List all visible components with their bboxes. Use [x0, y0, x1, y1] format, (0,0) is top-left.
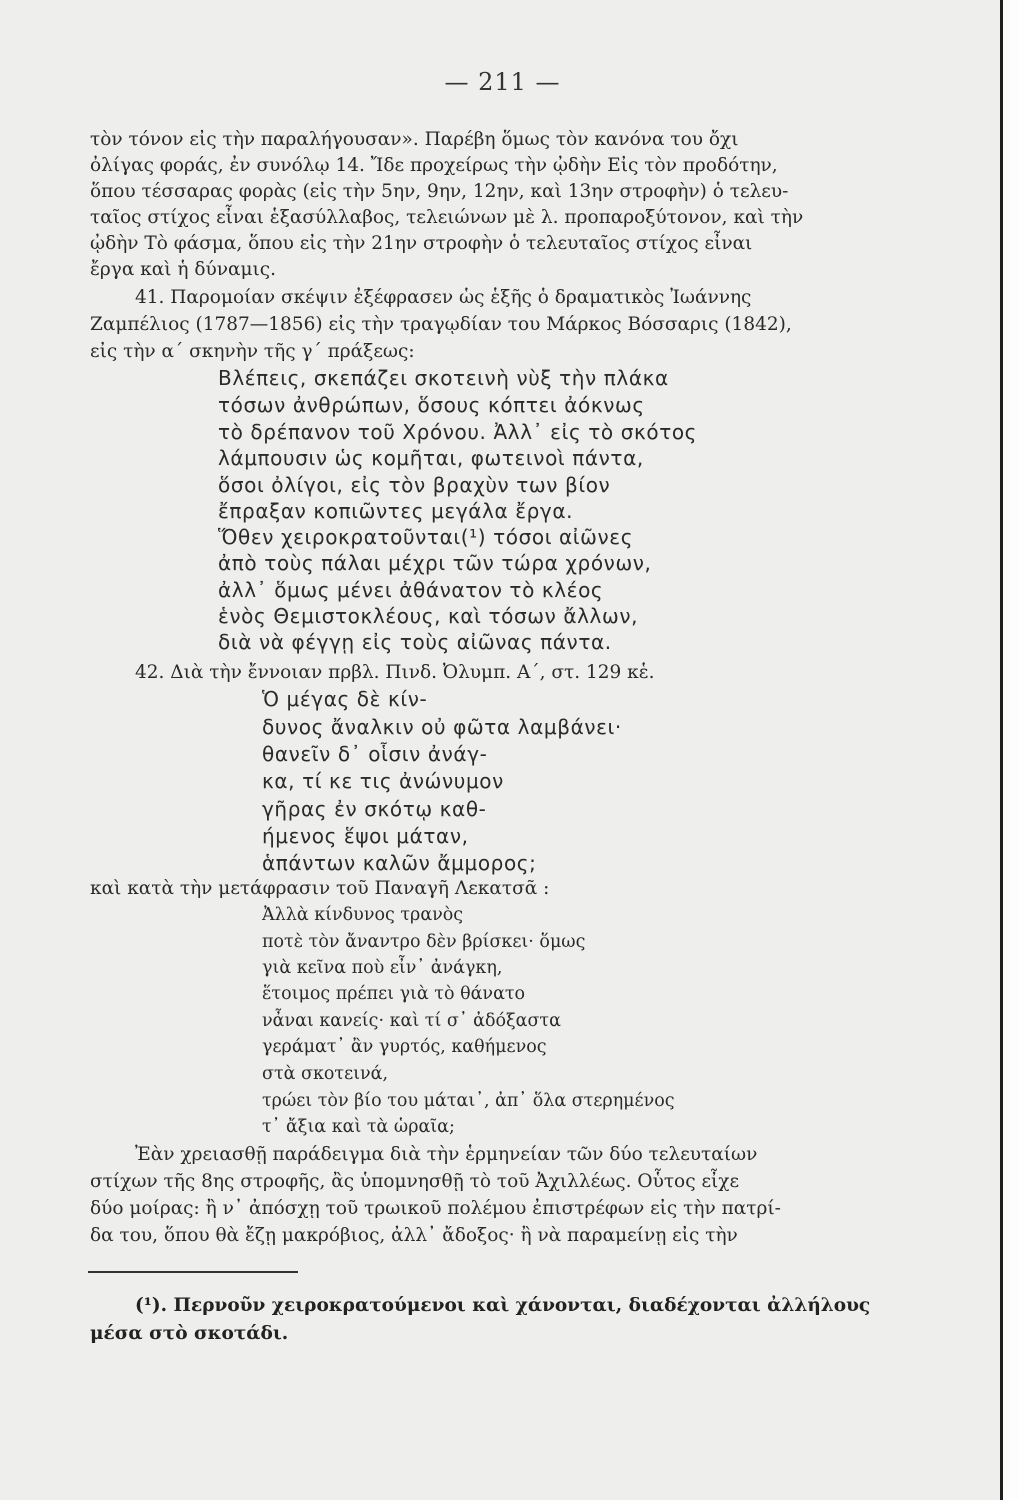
- verse-line: Ὅθεν χειροκρατοῦνται(¹) τόσοι αἰῶνες: [218, 525, 634, 549]
- section-41-heading: 41. Παρομοίαν σκέψιν ἐξέφρασεν ὡς ἑξῆς ὁ δραματικὸς Ἰωάννης: [135, 287, 752, 308]
- verse-line: λάμπουσιν ὡς κομῆται, φωτεινοὶ πάντα,: [218, 446, 644, 470]
- verse-line: ἕτοιμος πρέπει γιὰ τὸ θάνατο: [262, 984, 526, 1004]
- verse-line: ἀλλ᾽ ὅμως μένει ἀθάνατον τὸ κλέος: [218, 578, 604, 602]
- text-line: στίχων τῆς 8ης στροφῆς, ἂς ὑπομνησθῇ τὸ τοῦ Ἀχιλλέως. Οὗτος εἶχε: [90, 1171, 740, 1192]
- text-line: καὶ κατὰ τὴν μετάφρασιν τοῦ Παναγῆ Λεκατσᾶ :: [90, 878, 550, 899]
- text-line: δύο μοίρας: ἢ ν᾽ ἀπόσχῃ τοῦ τρωικοῦ πολέμου ἐπιστρέφων εἰς τὴν πατρί-: [90, 1198, 781, 1219]
- verse-line: διὰ νὰ φέγγῃ εἰς τοὺς αἰῶνας πάντα.: [218, 630, 612, 654]
- verse-line: γιὰ κεῖνα ποὺ εἶν᾽ ἀνάγκη,: [262, 958, 503, 978]
- text-line: ἔργα καὶ ἡ δύναμις.: [90, 259, 277, 280]
- footnote-rule: [88, 1271, 298, 1273]
- verse-line: Βλέπεις, σκεπάζει σκοτεινὴ νὺξ τὴν πλάκα: [218, 366, 669, 390]
- verse-line: τὸ δρέπανον τοῦ Χρόνου. Ἀλλ᾽ εἰς τὸ σκότος: [218, 420, 698, 444]
- verse-line: ποτὲ τὸν ἄναντρο δὲν βρίσκει· ὅμως: [262, 932, 586, 952]
- verse-line: ὅσοι ὀλίγοι, εἰς τὸν βραχὺν των βίον: [218, 473, 611, 497]
- verse-line: τρώει τὸν βίο του μάται᾽, ἀπ᾽ ὅλα στερημένος: [262, 1091, 675, 1111]
- footnote-text: μέσα στὸ σκοτάδι.: [90, 1323, 289, 1344]
- text-line: εἰς τὴν α΄ σκηνὴν τῆς γ΄ πράξεως:: [90, 341, 415, 362]
- text-line: Ζαμπέλιος (1787—1856) εἰς τὴν τραγῳδίαν του Μάρκος Βόσσαρις (1842),: [90, 314, 792, 335]
- verse-line: ἀπὸ τοὺς πάλαι μέχρι τῶν τώρα χρόνων,: [218, 551, 652, 575]
- verse-line: τόσων ἀνθρώπων, ὅσους κόπτει ἀόκνως: [218, 393, 645, 417]
- text-line: τὸν τόνον εἰς τὴν παραλήγουσαν». Παρέβη ὅμως τὸν κανόνα του ὄχι: [90, 129, 739, 150]
- verse-line: Ὁ μέγας δὲ κίν-: [262, 687, 428, 711]
- footnote-text: (¹). Περνοῦν χειροκρατούμενοι καὶ χάνονται, διαδέχονται ἀλλήλους: [135, 1295, 871, 1316]
- text-line: δα του, ὅπου θὰ ἔζῃ μακρόβιος, ἀλλ᾽ ἄδοξος· ἢ νὰ παραμείνῃ εἰς τὴν: [90, 1225, 738, 1246]
- text-line: Ἐὰν χρειασθῇ παράδειγμα διὰ τὴν ἑρμηνείαν τῶν δύο τελευταίων: [135, 1144, 758, 1165]
- text-line: ᾠδὴν Τὸ φάσμα, ὅπου εἰς τὴν 21ην στροφὴν ὁ τελευταῖος στίχος εἶναι: [90, 233, 753, 254]
- verse-line: ἁπάντων καλῶν ἄμμορος;: [262, 851, 537, 875]
- verse-line: θανεῖν δ᾽ οἷσιν ἀνάγ-: [262, 742, 488, 766]
- section-42-heading: 42. Διὰ τὴν ἔννοιαν πρβλ. Πινδ. Ὀλυμπ. Α΄, στ. 129 κἑ.: [135, 662, 655, 683]
- page-number: — 211 —: [444, 68, 561, 96]
- verse-line: κα, τί κε τις ἀνώνυμον: [262, 769, 504, 793]
- verse-line: δυνος ἄναλκιν οὐ φῶτα λαμβάνει·: [262, 715, 622, 739]
- text-line: ὀλίγας φοράς, ἐν συνόλῳ 14. Ἴδε προχείρως τὴν ᾠδὴν Εἰς τὸν προδότην,: [90, 155, 778, 176]
- verse-line: Ἀλλὰ κίνδυνος τρανὸς: [262, 905, 464, 925]
- verse-line: ήμενος ἕψοι μάταν,: [262, 824, 469, 848]
- verse-line: γῆρας ἐν σκότῳ καθ-: [262, 797, 487, 821]
- verse-line: γεράματ᾽ ἂν γυρτός, καθήμενος: [262, 1037, 547, 1057]
- verse-line: ἑνὸς Θεμιστοκλέους, καὶ τόσων ἄλλων,: [218, 604, 639, 628]
- text-line: ὅπου τέσσαρας φορὰς (εἰς τὴν 5ην, 9ην, 12ην, καὶ 13ην στροφὴν) ὁ τελευ-: [90, 181, 789, 202]
- page-edge: [1000, 0, 1019, 1500]
- verse-line: ἔπραξαν κοπιῶντες μεγάλα ἔργα.: [218, 499, 574, 523]
- verse-line: νἆναι κανείς· καὶ τί σ᾽ ἀδόξαστα: [262, 1011, 561, 1031]
- verse-line: στὰ σκοτεινά,: [262, 1064, 389, 1084]
- text-line: ταῖος στίχος εἶναι ἑξασύλλαβος, τελειώνων μὲ λ. προπαροξύτονον, καὶ τὴν: [90, 207, 804, 228]
- verse-line: τ᾽ ἄξια καὶ τὰ ὡραῖα;: [262, 1117, 455, 1137]
